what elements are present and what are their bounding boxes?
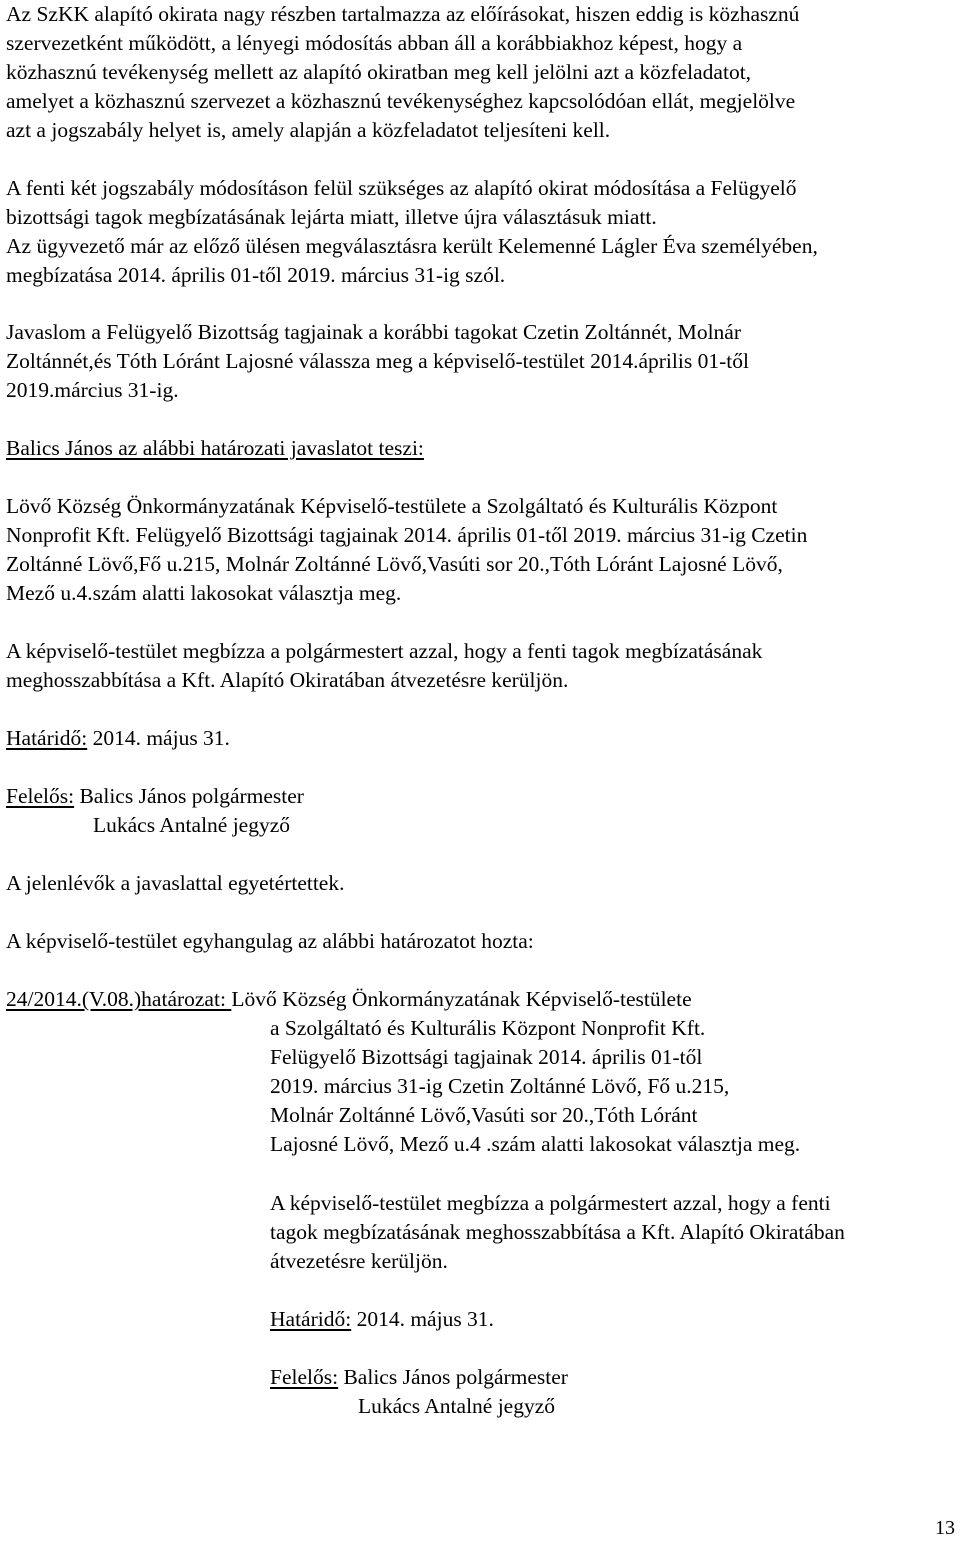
paragraph-5-line: meghosszabbítása a Kft. Alapító Okiratában átvezetésre kerüljön. xyxy=(6,668,569,692)
resolution-mandate-line: tagok megbízatásának meghosszabbítása a Kft. Alapító Okiratában xyxy=(270,1220,845,1244)
resolution-line: Lövő Község Önkormányzatának Képviselő-testülete xyxy=(231,987,692,1011)
paragraph-5-line: A képviselő-testület megbízza a polgármestert azzal, hogy a fenti tagok megbízatásának xyxy=(6,639,763,663)
paragraph-3-line: 2019.március 31-ig. xyxy=(6,378,179,402)
paragraph-1-line: Az SzKK alapító okirata nagy részben tartalmazza az előírásokat, hiszen eddig is közhasznú xyxy=(6,2,800,26)
resolution-mandate-line: A képviselő-testület megbízza a polgármestert azzal, hogy a fenti xyxy=(270,1191,831,1215)
deadline-label: Határidő: xyxy=(270,1307,352,1331)
page-number: 13 xyxy=(935,1517,955,1539)
paragraph-4-line: Mező u.4.szám alatti lakosokat választja meg. xyxy=(6,581,402,605)
resolution-responsible xyxy=(270,1363,568,1391)
resolution-deadline xyxy=(270,1305,494,1333)
paragraph-4-line: Nonprofit Kft. Felügyelő Bizottsági tagjainak 2014. április 01-től 2019. március 31-ig Czetin xyxy=(6,523,808,547)
responsible xyxy=(6,782,304,810)
deadline-value: 2014. május 31. xyxy=(351,1307,494,1331)
resolution-label: 24/2014.(V.08.)határozat: xyxy=(6,987,232,1011)
paragraph-4-line: Zoltánné Lövő,Fő u.215, Molnár Zoltánné Lövő,Vasúti sor 20.,Tóth Lóránt Lajosné Lövő, xyxy=(6,552,783,576)
paragraph-2-line: bizottsági tagok megbízatásának lejárta miatt, illetve újra választásuk miatt. xyxy=(6,205,657,229)
resolution-line: Molnár Zoltánné Lövő,Vasúti sor 20.,Tóth Lóránt xyxy=(270,1103,698,1127)
paragraph-3-line: Zoltánnét,és Tóth Lóránt Lajosné válassza meg a képviselő-testület 2014.április 01-től xyxy=(6,349,749,373)
resolution-line: a Szolgáltató és Kulturális Központ Nonprofit Kft. xyxy=(270,1016,706,1040)
paragraph-2-line: Az ügyvezető már az előző ülésen megválasztásra került Kelemenné Lágler Éva személyében, xyxy=(6,234,818,258)
deadline-label: Határidő: xyxy=(6,726,88,750)
decision-intro: A képviselő-testület egyhangulag az alábbi határozatot hozta: xyxy=(6,929,534,953)
paragraph-2-line: megbízatása 2014. április 01-től 2019. március 31-ig szól. xyxy=(6,263,506,287)
resolution-line: Felügyelő Bizottsági tagjainak 2014. április 01-től xyxy=(270,1045,703,1069)
responsible-mayor: Balics János polgármester xyxy=(74,784,304,808)
paragraph-1-line: szervezetként működött, a lényegi módosítás abban áll a korábbiakhoz képest, hogy a xyxy=(6,31,743,55)
paragraph-3-line: Javaslom a Felügyelő Bizottság tagjainak a korábbi tagokat Czetin Zoltánnét, Molnár xyxy=(6,320,741,344)
deadline-value: 2014. május 31. xyxy=(87,726,230,750)
proposal-heading: Balics János az alábbi határozati javaslatot teszi: xyxy=(6,436,424,460)
resolution-line: Lajosné Lövő, Mező u.4 .szám alatti lakosokat választja meg. xyxy=(270,1132,801,1156)
resolution-line: 2019. március 31-ig Czetin Zoltánné Lövő, Fő u.215, xyxy=(270,1074,730,1098)
agreement-text: A jelenlévők a javaslattal egyetértettek. xyxy=(6,871,345,895)
responsible-notary: Lukács Antalné jegyző xyxy=(93,813,291,837)
paragraph-2-line: A fenti két jogszabály módosításon felül szükséges az alapító okirat módosítása a Felügyelő xyxy=(6,176,797,200)
resolution-first-line xyxy=(6,985,692,1013)
responsible-notary: Lukács Antalné jegyző xyxy=(358,1394,556,1418)
responsible-mayor: Balics János polgármester xyxy=(338,1365,568,1389)
paragraph-1-line: azt a jogszabály helyet is, amely alapján a közfeladatot teljesíteni kell. xyxy=(6,118,611,142)
deadline xyxy=(6,724,230,752)
paragraph-4-line: Lövő Község Önkormányzatának Képviselő-testülete a Szolgáltató és Kulturális Központ xyxy=(6,494,778,518)
responsible-label: Felelős: xyxy=(6,784,75,808)
paragraph-1-line: amelyet a közhasznú szervezet a közhasznú tevékenységhez kapcsolódóan ellát, megjelölve xyxy=(6,89,796,113)
resolution-mandate-line: átvezetésre kerüljön. xyxy=(270,1249,448,1273)
paragraph-1-line: közhasznú tevékenység mellett az alapító okiratban meg kell jelölni azt a közfeladatot, xyxy=(6,60,752,84)
responsible-label: Felelős: xyxy=(270,1365,339,1389)
